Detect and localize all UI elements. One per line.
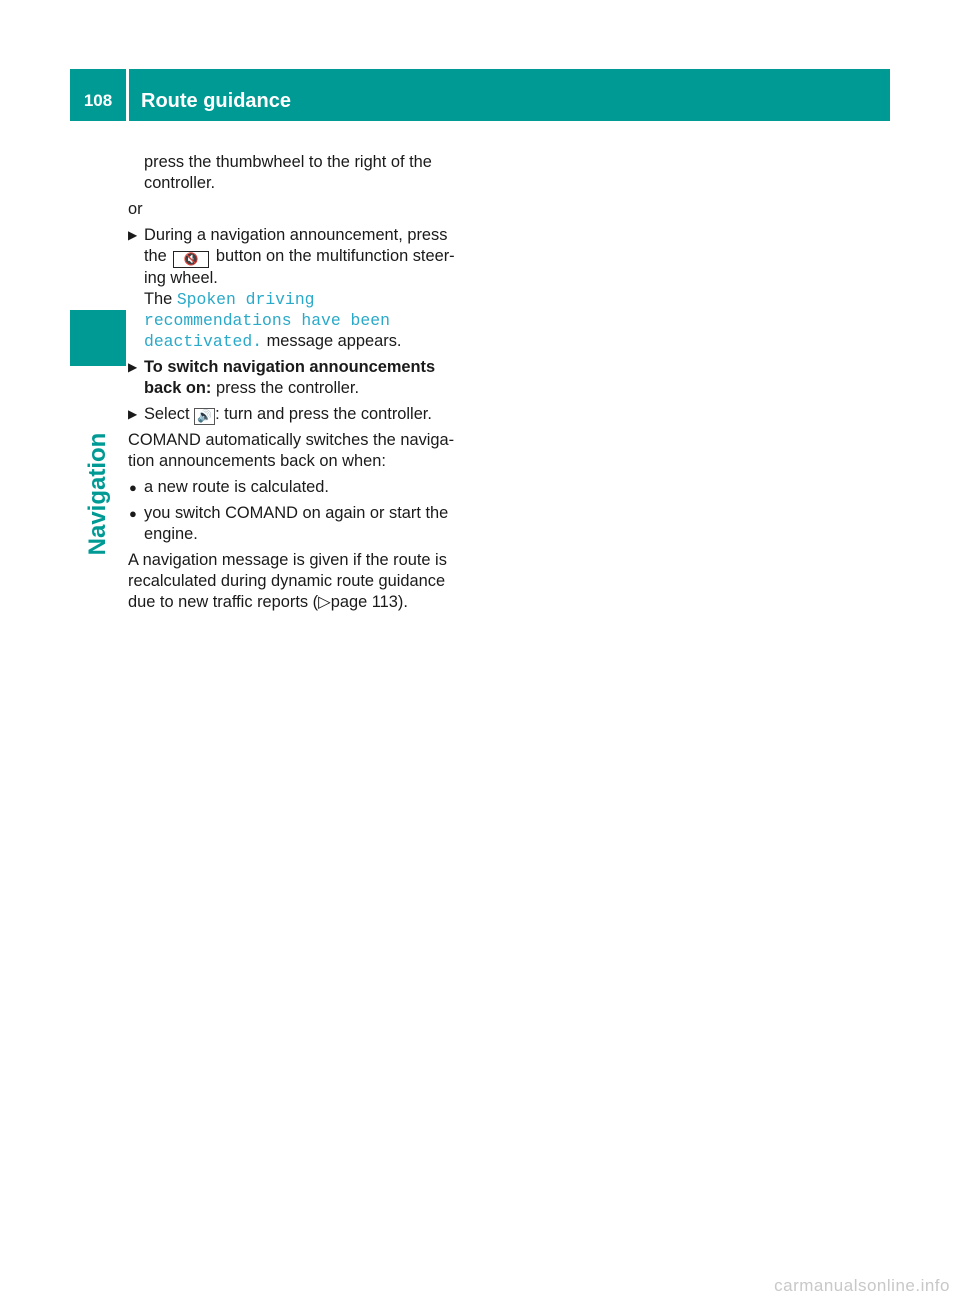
footer-watermark: carmanualsonline.info	[774, 1276, 950, 1295]
step-text: Select	[144, 405, 190, 423]
bullet-icon: ●	[129, 480, 137, 495]
section-title: Route guidance	[141, 90, 292, 112]
step-text: : turn and press the controller.	[215, 405, 432, 423]
speaker-icon: 🔊	[194, 408, 215, 425]
step-arrow-icon: ▶	[128, 407, 138, 421]
paragraph	[128, 550, 468, 613]
or-label: or	[128, 200, 143, 218]
step-arrow-icon: ▶	[128, 228, 138, 242]
bullet-icon: ●	[129, 506, 137, 521]
step-arrow-icon: ▶	[128, 360, 138, 374]
side-tab-marker	[70, 310, 126, 366]
header-divider	[126, 69, 129, 121]
step-text: The	[144, 290, 173, 308]
step-heading: To switch navigation announcements back on:	[144, 358, 436, 397]
paragraph-text: A navigation message is given if the route is recalculated during dynamic route guidance due to new traffic reports (	[128, 551, 447, 611]
list-item-text: a new route is calculated.	[144, 478, 329, 496]
paragraph-continuation: press the thumbwheel to the right of the controller.	[144, 153, 432, 192]
step-text: message appears.	[266, 332, 402, 350]
list-item	[128, 503, 468, 545]
paragraph-text: ).	[397, 593, 408, 611]
step-item	[128, 404, 468, 425]
page-number: 108	[83, 91, 113, 110]
page-reference-link[interactable]: page 113	[330, 593, 398, 611]
page-content	[128, 152, 468, 618]
step-text: press the controller.	[215, 379, 360, 397]
step-text: During a navigation announcement, press the	[144, 226, 448, 265]
step-item	[128, 357, 468, 399]
paragraph: COMAND automatically switches the naviga-tion announcements back on when:	[128, 431, 455, 470]
side-tab-label: Navigation	[84, 432, 111, 556]
page-ref-icon: ▷	[318, 593, 331, 611]
step-item	[128, 225, 468, 352]
list-item	[128, 477, 468, 498]
list-item-text: you switch COMAND on again or start the engine.	[144, 504, 449, 543]
display-message: Spoken driving recommendations have been deactivated.	[144, 290, 390, 351]
step-text: button on the multifunction steer-ing wheel.	[144, 247, 455, 287]
mute-icon: 🔇	[173, 251, 209, 268]
